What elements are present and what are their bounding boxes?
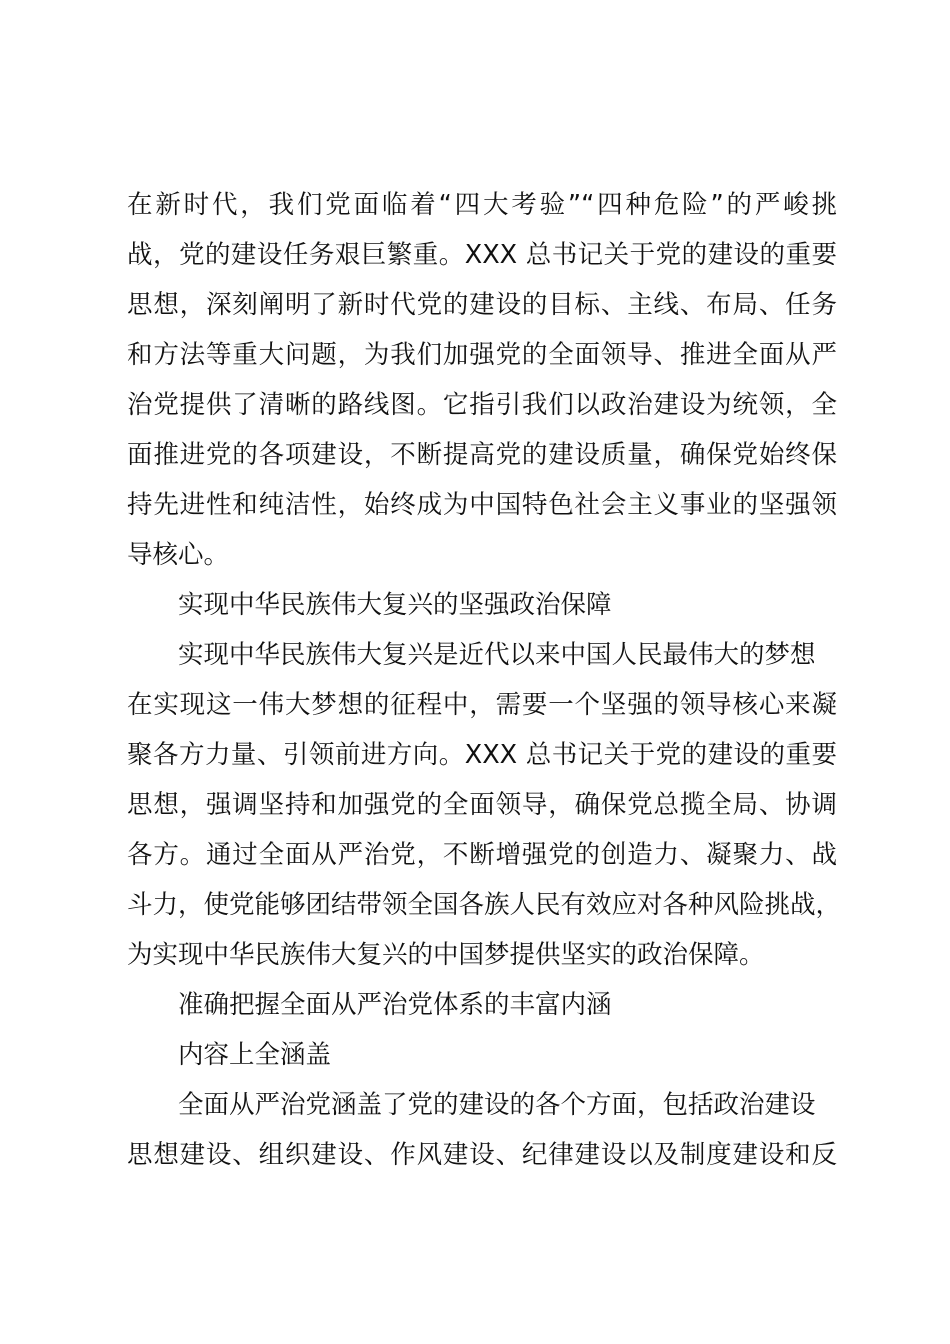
paragraph-line: 全面从严治党涵盖了党的建设的各个方面，包括政治建设 xyxy=(178,1090,816,1120)
heading-line: 实现中华民族伟大复兴的坚强政治保障 xyxy=(178,590,612,620)
paragraph-2 xyxy=(127,630,842,980)
paragraph-line: 为实现中华民族伟大复兴的中国梦提供坚实的政治保障。 xyxy=(127,940,765,970)
paragraph-line: 导核心。 xyxy=(127,540,230,570)
paragraph-line: 治党提供了清晰的路线图。它指引我们以政治建设为统领，全 xyxy=(127,390,837,420)
heading-line: 准确把握全面从严治党体系的丰富内涵 xyxy=(178,990,612,1020)
paragraph-1 xyxy=(127,180,837,580)
paragraph-line: 思想，强调坚持和加强党的全面领导，确保党总揽全局、协调 xyxy=(127,790,837,820)
paragraph-line: 思想建设、组织建设、作风建设、纪律建设以及制度建设和反 xyxy=(127,1140,837,1170)
paragraph-line: 各方。通过全面从严治党，不断增强党的创造力、凝聚力、战 xyxy=(127,840,837,870)
paragraph-line: 和方法等重大问题，为我们加强党的全面领导、推进全面从严 xyxy=(127,340,837,370)
paragraph-line: 思想，深刻阐明了新时代党的建设的目标、主线、布局、任务 xyxy=(127,290,837,320)
document-body xyxy=(127,180,842,1180)
heading-line: 内容上全涵盖 xyxy=(178,1040,332,1070)
section-heading-1 xyxy=(127,580,837,630)
paragraph-line: 斗力，使党能够团结带领全国各族人民有效应对各种风险挑战， xyxy=(127,890,842,920)
paragraph-3 xyxy=(127,1080,837,1180)
paragraph-line: 聚各方力量、引领前进方向。XXX 总书记关于党的建设的重要 xyxy=(127,740,837,770)
paragraph-line: 面推进党的各项建设，不断提高党的建设质量，确保党始终保 xyxy=(127,440,837,470)
paragraph-line: 持先进性和纯洁性，始终成为中国特色社会主义事业的坚强领 xyxy=(127,490,837,520)
paragraph-line: 在实现这一伟大梦想的征程中，需要一个坚强的领导核心来凝 xyxy=(127,690,837,720)
paragraph-line: 战，党的建设任务艰巨繁重。XXX 总书记关于党的建设的重要 xyxy=(127,240,837,270)
section-heading-3 xyxy=(127,1030,837,1080)
paragraph-line: 在新时代，我们党面临着“四大考验”“四种危险”的严峻挑 xyxy=(127,190,837,220)
section-heading-2 xyxy=(127,980,837,1030)
paragraph-line: 实现中华民族伟大复兴是近代以来中国人民最伟大的梦想 xyxy=(178,640,816,670)
